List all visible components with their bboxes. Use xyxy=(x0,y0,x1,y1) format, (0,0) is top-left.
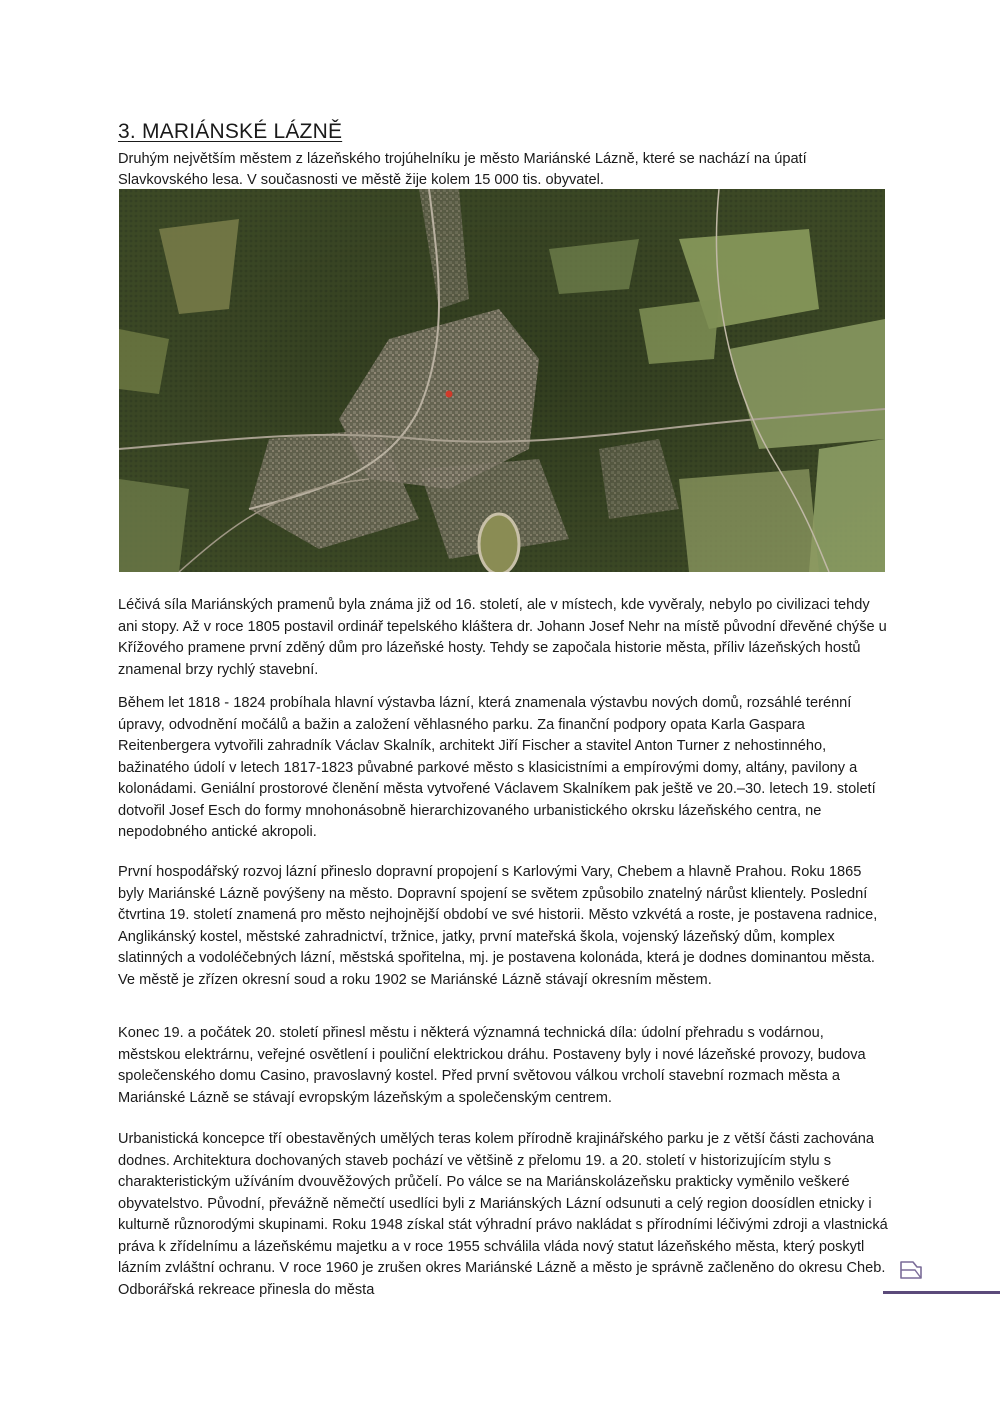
section-heading: 3. MARIÁNSKÉ LÁZNĚ xyxy=(118,120,343,143)
intro-paragraph: Druhým největším městem z lázeňského trojúhelníku je město Mariánské Lázně, které se nachází na úpatí Slavkovského lesa. V současnosti ve městě žije kolem 15 000 tis. obyvatel. xyxy=(118,151,807,188)
footer-rule xyxy=(883,1291,1000,1294)
paragraph-economic-growth: První hospodářský rozvoj lázní přineslo dopravní propojení s Karlovými Vary, Chebem a hlavně Prahou. Roku 1865 byly Mariánské Lázně povýšeny na město. Dopravní spojení se světem způsobilo znatelný nárůst klientely. Poslední čtvrtina 19. století znamená pro město nejhojnější období ve své historii. Město vzkvétá a roste, je postavena radnice, Anglikánský kostel, městské zahradnictví, tržnice, jatky, první mateřská škola, vojenský lázeňský dům, komplex slatinných a vodoléčebných lázní, městská spořitelna, mj. je postavena kolonáda, která je dodnes dominantou města. Ve městě je zřízen okresní soud a roku 1902 se Mariánské Lázně stávají okresním městem. xyxy=(118,864,878,988)
map-pin-icon xyxy=(446,391,453,398)
aerial-photo xyxy=(119,189,885,572)
paragraph-technical-works: Konec 19. a počátek 20. století přinesl městu i některá významná technická díla: údolní přehradu s vodárnou, městskou elektrárnu, veřejné osvětlení i pouliční elektrickou dráhu. Postaveny byly i nové lázeňské provozy, budova společenského domu Casino, pravoslavný kostel. Před první světovou válkou vrcholí stavební rozmach města a Mariánské Lázně se stávají evropským lázeňským a společenským centrem. xyxy=(118,1025,866,1106)
page-curl-icon xyxy=(897,1258,925,1289)
paragraph-history-springs: Léčivá síla Mariánských pramenů byla známa již od 16. století, ale v místech, kde vyvěraly, nebylo po civilizaci tehdy ani stopy. Až v roce 1805 postavil ordinář tepelského kláštera dr. Johann Josef Nehr na místě původní dřevěné chýše u Křížového pramene první zděný dům pro lázeňské hosty. Tehdy se započala historie města, příliv lázeňských hostů znamenal brzy rychlý stavební. xyxy=(118,597,887,678)
paragraph-construction: Během let 1818 - 1824 probíhala hlavní výstavba lázní, která znamenala výstavbu nových domů, rozsáhlé terénní úpravy, odvodnění močálů a bažin a založení věhlasného parku. Za finanční podpory opata Karla Gaspara Reitenbergera vytvořili zahradník Václav Skalník, architekt Jiří Fischer a stavitel Anton Turner z nehostinného, bažinatého údolí v letech 1817-1823 půvabné parkové město s klasicistními a empírovými domy, altány, pavilony a kolonádami. Geniální prostorové členění města vytvořené Václavem Skalníkem pak ještě ve 20.–30. letech 19. století dotvořil Josef Esch do formy mnohonásobně hierarchizovaného urbanistického okrsku lázeňského centra, ne nepodobného antické akropoli. xyxy=(118,695,876,840)
paragraph-urbanism: Urbanistická koncepce tří obestavěných umělých teras kolem přírodně krajinářského parku je z větší části zachována dodnes. Architektura dochovaných staveb pochází ve většině z přelomu 19. a 20. století v historizujícím stylu s charakteristickým užíváním dvouvěžových průčelí. Po válce se na Mariánskolázeňsku prakticky vyměnilo veškeré obyvatelstvo. Původní, převážně němečtí usedlíci byli z Mariánských Lázní odsunuti a celý region doosídlen etnicky i kulturně různorodými skupinami. Roku 1948 získal stát výhradní právo nakládat s přírodními léčivými zdroji a vlastnická práva k zřídelnímu a lázeňskému majetku a v roce 1955 schválila vláda nový statut lázeňského města, který poskytl lázním zvláštní ochranu. V roce 1960 je zrušen okres Mariánské Lázně a město je správně začleněno do okresu Cheb. Odborářská rekreace přinesla do města xyxy=(118,1131,888,1298)
